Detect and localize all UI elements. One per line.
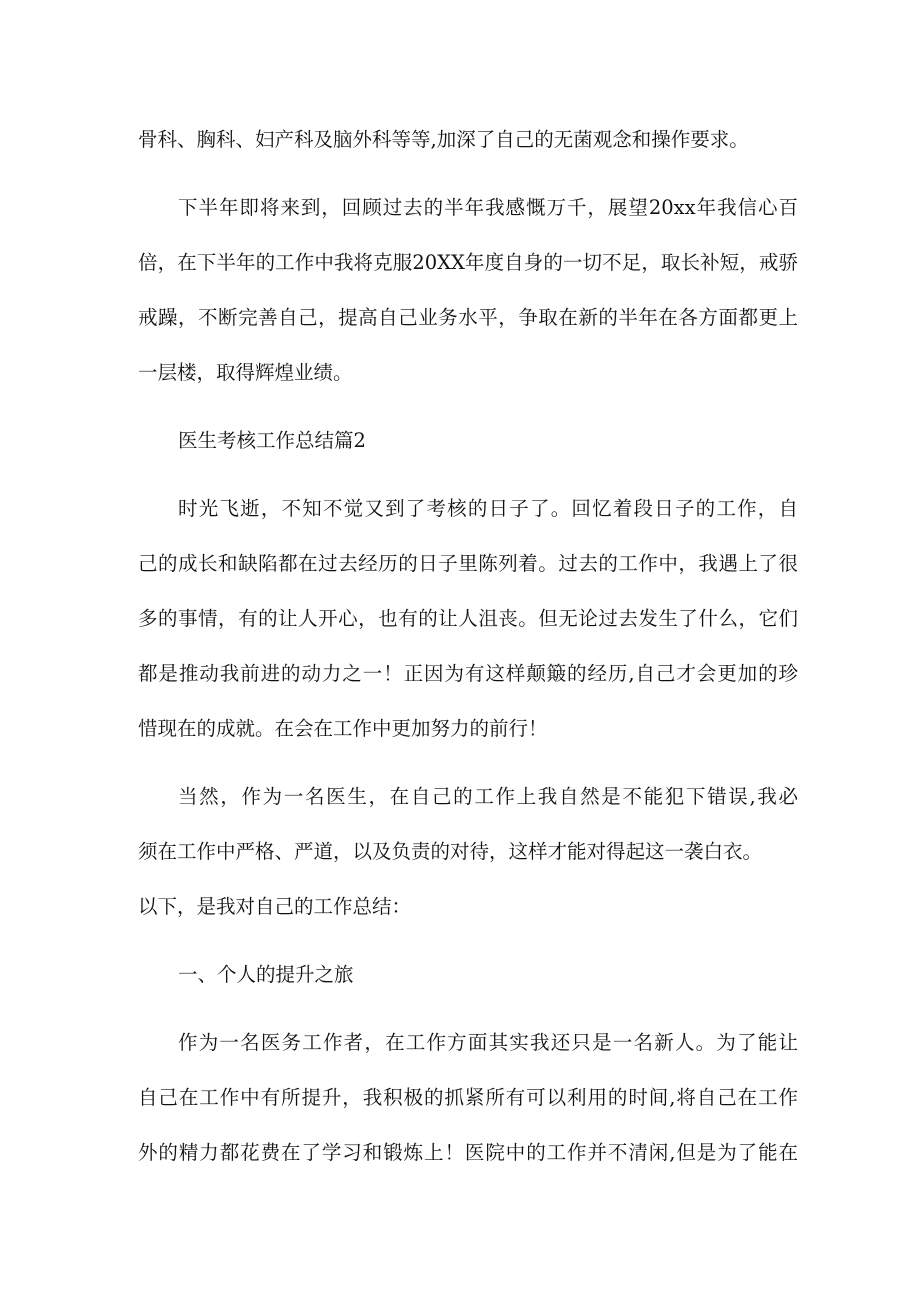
subsection-heading: 一、个人的提升之旅: [178, 963, 354, 986]
paragraph-3-line-4: 都是推动我前进的动力之一！正因为有这样颠簸的经历,自己才会更加的珍: [138, 662, 798, 685]
paragraph-2-line-3: 戒躁，不断完善自己，提高自己业务水平，争取在新的半年在各方面都更上: [138, 306, 798, 329]
paragraph-5-line-2: 自己在工作中有所提升，我积极的抓紧所有可以利用的时间,将自己在工作: [138, 1086, 798, 1109]
paragraph-2-line-2: 倍，在下半年的工作中我将克服20XX年度自身的一切不足，取长补短，戒骄: [138, 251, 798, 274]
paragraph-4-line-3: 以下，是我对自己的工作总结：: [138, 895, 412, 918]
paragraph-3-line-3: 多的事情，有的让人开心，也有的让人沮丧。但无论过去发生了什么，它们: [138, 607, 798, 630]
paragraph-5-line-3: 外的精力都花费在了学习和锻炼上！医院中的工作并不清闲,但是为了能在: [138, 1141, 798, 1164]
paragraph-2-line-4: 一层楼，取得辉煌业绩。: [138, 361, 353, 384]
paragraph-5-line-1: 作为一名医务工作者，在工作方面其实我还只是一名新人。为了能让: [178, 1031, 798, 1054]
paragraph-2-line-1: 下半年即将来到，回顾过去的半年我感慨万千，展望20xx年我信心百: [178, 196, 798, 219]
paragraph-3-line-5: 惜现在的成就。在会在工作中更加努力的前行！: [138, 717, 548, 740]
paragraph-3-line-1: 时光飞逝，不知不觉又到了考核的日子了。回忆着段日子的工作，自: [178, 497, 798, 520]
paragraph-4-line-2: 须在工作中严格、严道，以及负责的对待，这样才能对得起这一袭白衣。: [138, 840, 763, 863]
paragraph-4-line-1: 当然，作为一名医生，在自己的工作上我自然是不能犯下错误,我必: [178, 785, 798, 808]
paragraph-3-line-2: 己的成长和缺陷都在过去经历的日子里陈列着。过去的工作中，我遇上了很: [138, 552, 798, 575]
paragraph-1-line-1: 骨科、胸科、妇产科及脑外科等等,加深了自己的无菌观念和操作要求。: [138, 128, 749, 151]
section-heading: 医生考核工作总结篇2: [178, 429, 366, 452]
